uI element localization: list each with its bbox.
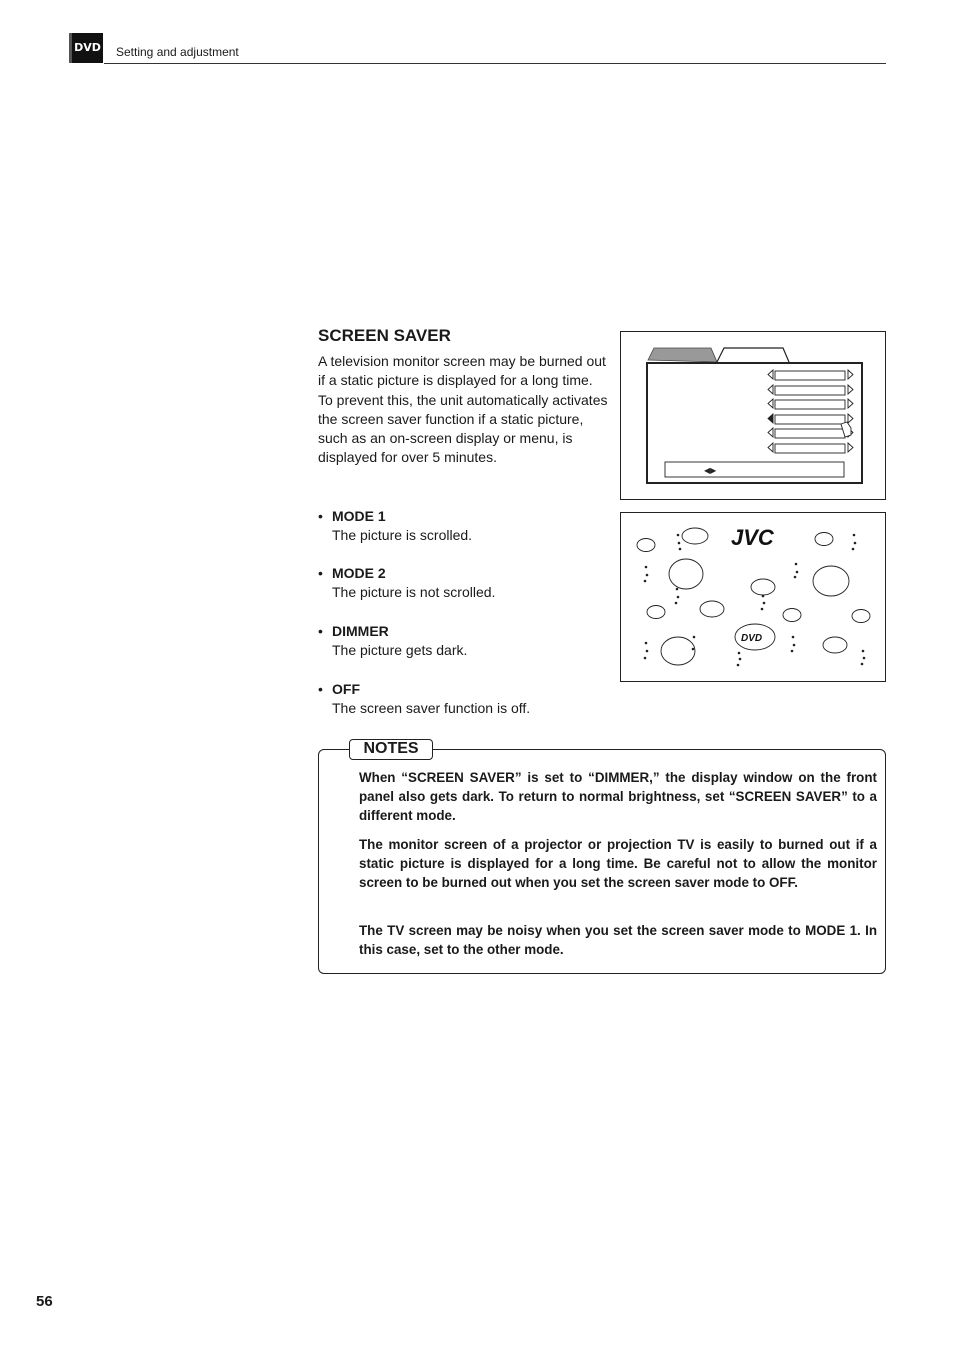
bullet: • xyxy=(318,681,323,697)
menu-panel xyxy=(647,363,862,483)
mode-description: The screen saver function is off. xyxy=(332,700,531,717)
remote-control-figure xyxy=(620,512,886,682)
bullet: • xyxy=(318,565,323,581)
header-rule xyxy=(104,63,886,64)
note-item: When “SCREEN SAVER” is set to “DIMMER,” the display window on the front panel also gets dark. To return to normal brightness, set “SCREEN SAVER” to a different mode. xyxy=(359,770,877,824)
dvd-badge: DVD xyxy=(69,33,103,63)
menu-tab xyxy=(717,348,789,362)
mode-item-off xyxy=(318,680,530,719)
menu-nav-arrows: ◀▶ xyxy=(704,466,717,475)
note-item: The TV screen may be noisy when you set the screen saver mode to MODE 1. In this case, set to the other mode. xyxy=(359,923,877,958)
remote-control-illustration xyxy=(621,513,885,681)
mode-item-mode2 xyxy=(318,564,495,603)
remote-indicator-dots xyxy=(644,534,866,667)
mode-item-dimmer xyxy=(318,622,467,661)
mode-description: The picture gets dark. xyxy=(332,642,468,659)
menu-rows xyxy=(768,370,853,453)
bullet: • xyxy=(318,623,323,639)
notes-label: NOTES xyxy=(349,739,433,760)
intro-paragraph: A television monitor screen may be burned out if a static picture is displayed for a long time. To prevent this, the unit automatically activates the screen saver function if a static picture, such as an on-screen display or menu, is displayed for over 5 minutes. xyxy=(318,353,608,466)
mode-title: MODE 2 xyxy=(332,565,386,581)
mode-title: OFF xyxy=(332,681,360,697)
mode-description: The picture is scrolled. xyxy=(332,527,473,544)
menu-tab-active xyxy=(648,348,717,362)
mode-item-mode1 xyxy=(318,507,472,546)
bullet: • xyxy=(318,508,323,524)
note-item: The monitor screen of a projector or projection TV is easily to burned out if a static picture is displayed for a long time. Be careful not to allow the monitor screen to be burned out when you set the screen saver mode to OFF. xyxy=(359,837,877,891)
dvd-logo-icon: DVD xyxy=(741,633,763,644)
menu-bottom-bar xyxy=(665,462,844,477)
jvc-logo: JVC xyxy=(731,525,774,550)
page-number: 56 xyxy=(36,1293,53,1310)
menu-screen-figure xyxy=(620,331,886,500)
mode-title: DIMMER xyxy=(332,623,389,639)
section-label: Setting and adjustment xyxy=(116,45,239,59)
section-title: SCREEN SAVER xyxy=(318,326,451,345)
mode-description: The picture is not scrolled. xyxy=(332,584,496,601)
menu-screen-illustration xyxy=(621,332,885,499)
cursor-hand-icon xyxy=(841,422,851,437)
mode-title: MODE 1 xyxy=(332,508,386,524)
